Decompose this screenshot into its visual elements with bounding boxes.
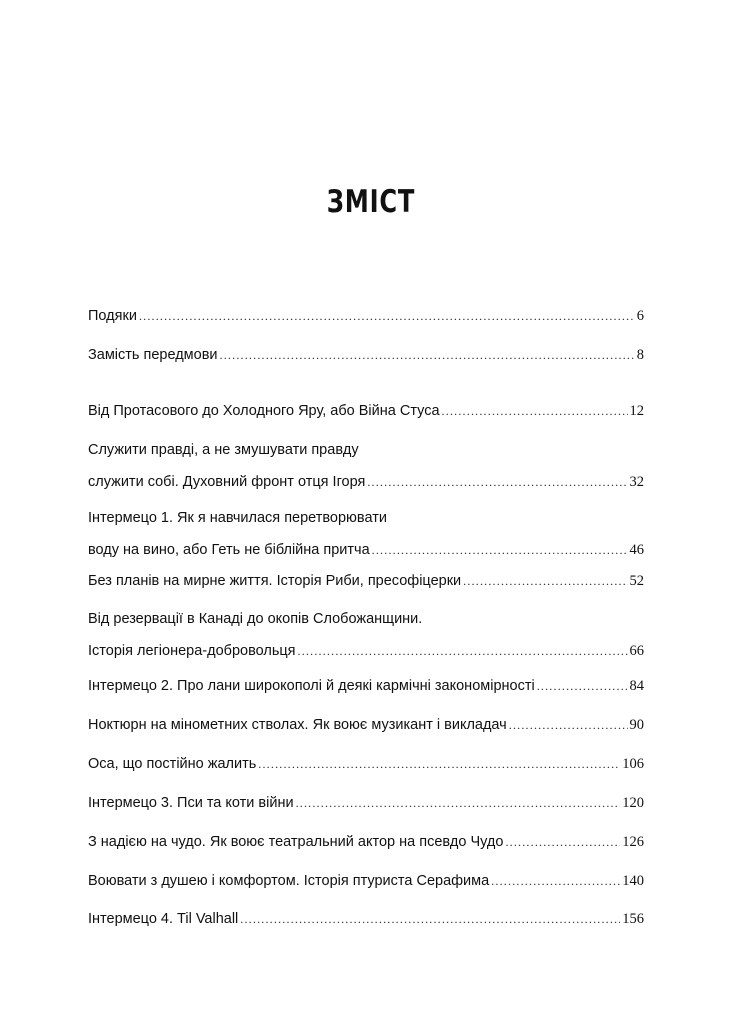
- dot-leader: [139, 300, 635, 332]
- dot-leader: [463, 565, 627, 597]
- toc-entry-title: Ноктюрн на мінометних стволах. Як воює музикант і викладач: [88, 717, 507, 733]
- toc-page-number: 126: [622, 834, 644, 850]
- toc-entry: [88, 565, 644, 597]
- toc-line: [88, 395, 644, 427]
- toc-entry-title: Оса, що постійно жалить: [88, 756, 257, 772]
- toc-page-number: 12: [629, 403, 644, 419]
- dot-leader: [442, 395, 628, 427]
- toc-entry: [88, 748, 644, 780]
- toc-line: [88, 534, 644, 566]
- dot-leader: [491, 865, 620, 897]
- toc-entry: [88, 502, 644, 566]
- toc-entry: [88, 826, 644, 858]
- toc-entry: [88, 670, 644, 702]
- toc-entry: [88, 395, 644, 427]
- dot-leader: [372, 534, 628, 566]
- dot-leader: [298, 635, 628, 667]
- toc-line: [88, 826, 644, 858]
- toc-entry: [88, 339, 644, 371]
- toc-entry-title: Інтермецо 4. Til Valhall: [88, 911, 239, 927]
- toc-entry: [88, 603, 644, 667]
- toc-entry-title: воду на вино, або Геть не біблійна притча: [88, 542, 370, 558]
- dot-leader: [367, 466, 627, 498]
- toc-line: [88, 300, 644, 332]
- toc-entry: [88, 787, 644, 819]
- toc-page-number: 90: [629, 717, 644, 733]
- toc-entry-title: Інтермецо 3. Пси та коти війни: [88, 795, 294, 811]
- toc-page-number: 8: [636, 347, 644, 363]
- toc-entry-title: Без планів на мирне життя. Історія Риби, пресофіцерки: [88, 573, 462, 589]
- toc-line: [88, 466, 644, 498]
- toc-entry: [88, 903, 644, 935]
- toc-entry-title: З надією на чудо. Як воює театральний актор на псевдо Чудо: [88, 834, 504, 850]
- dot-leader: [509, 709, 628, 741]
- toc-page-number: 6: [636, 308, 644, 324]
- dot-leader: [258, 748, 620, 780]
- toc-line: [88, 434, 644, 466]
- toc-line: [88, 339, 644, 371]
- toc-entry: [88, 865, 644, 897]
- toc-line: [88, 709, 644, 741]
- toc-page-number: 32: [629, 474, 644, 490]
- toc-entry-title: Від Протасового до Холодного Яру, або Війна Стуса: [88, 403, 440, 419]
- page-title: ЗМІСТ: [326, 184, 416, 220]
- toc-entry-title: Воювати з душею і комфортом. Історія птуриста Серафима: [88, 873, 490, 889]
- toc-page-number: 46: [629, 542, 644, 558]
- toc-entry-title: Інтермецо 1. Як я навчилася перетворювати: [88, 510, 387, 526]
- toc-line: [88, 748, 644, 780]
- toc-page-number: 66: [629, 643, 644, 659]
- dot-leader: [240, 903, 620, 935]
- toc-entry-title: Інтермецо 2. Про лани широкополі й деякі кармічні закономірності: [88, 678, 535, 694]
- dot-leader: [537, 670, 628, 702]
- toc-line: [88, 865, 644, 897]
- toc-entry-title: Подяки: [88, 308, 137, 324]
- toc-page-number: 84: [629, 678, 644, 694]
- toc-line: [88, 635, 644, 667]
- toc-entry: [88, 300, 644, 332]
- toc-page-number: 156: [622, 911, 644, 927]
- toc-line: [88, 565, 644, 597]
- toc-entry-title: Від резервації в Канаді до окопів Слобожанщини.: [88, 611, 423, 627]
- toc-entry: [88, 434, 644, 498]
- toc-line: [88, 603, 644, 635]
- toc-entry-title: Історія легіонера-добровольця: [88, 643, 296, 659]
- toc-entry-title: Замість передмови: [88, 347, 218, 363]
- dot-leader: [220, 339, 635, 371]
- toc-entry: [88, 709, 644, 741]
- toc-line: [88, 670, 644, 702]
- toc-entry-title: служити собі. Духовний фронт отця Ігоря: [88, 474, 366, 490]
- toc-page-number: 120: [622, 795, 644, 811]
- toc-entry-title: Служити правді, а не змушувати правду: [88, 442, 359, 458]
- dot-leader: [296, 787, 621, 819]
- toc-line: [88, 787, 644, 819]
- toc-page-number: 140: [622, 873, 644, 889]
- toc-page-number: 52: [629, 573, 644, 589]
- toc-line: [88, 502, 644, 534]
- toc-page-number: 106: [622, 756, 644, 772]
- toc-line: [88, 903, 644, 935]
- dot-leader: [505, 826, 620, 858]
